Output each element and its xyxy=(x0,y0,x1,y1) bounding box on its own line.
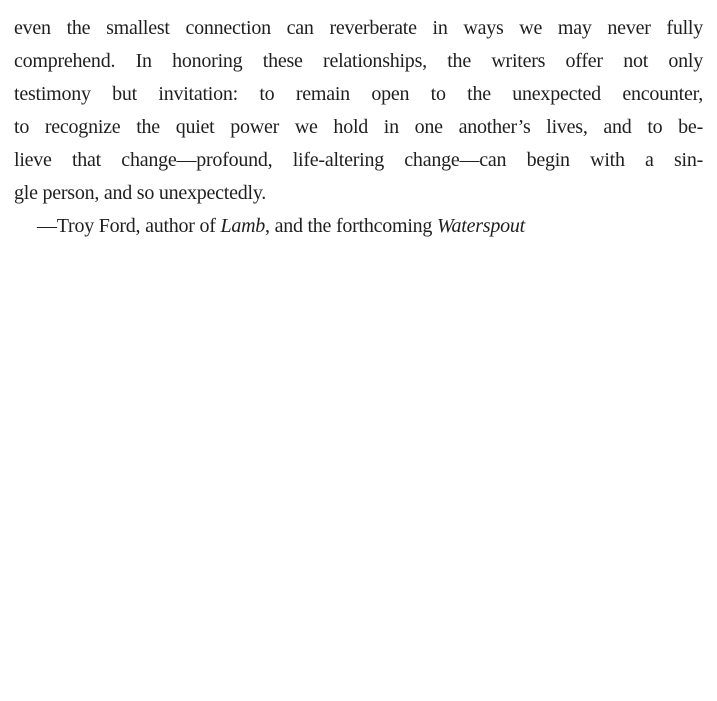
paragraph-line-2: comprehend. In honoring these relationships, the writers offer not only xyxy=(14,50,703,72)
book-title-lamb: Lamb xyxy=(220,215,266,237)
paragraph-line-4: to recognize the quiet power we hold in one another’s lives, and to be- xyxy=(14,116,703,138)
paragraph-line-1: even the smallest connection can reverberate in ways we may never fully xyxy=(14,17,703,39)
paragraph-line-3: testimony but invitation: to remain open to the unexpected encounter, xyxy=(14,83,703,105)
attribution-prefix: —Troy Ford, author of xyxy=(37,215,221,237)
paragraph-line-5: lieve that change—profound, life-altering change—can begin with a sin- xyxy=(14,149,703,171)
body-paragraph xyxy=(14,12,703,210)
attribution-line xyxy=(14,210,703,243)
book-title-waterspout: Waterspout xyxy=(436,215,525,237)
attribution-middle: , and the forthcoming xyxy=(265,215,437,237)
paragraph-last-line: gle person, and so unexpectedly. xyxy=(14,182,267,204)
